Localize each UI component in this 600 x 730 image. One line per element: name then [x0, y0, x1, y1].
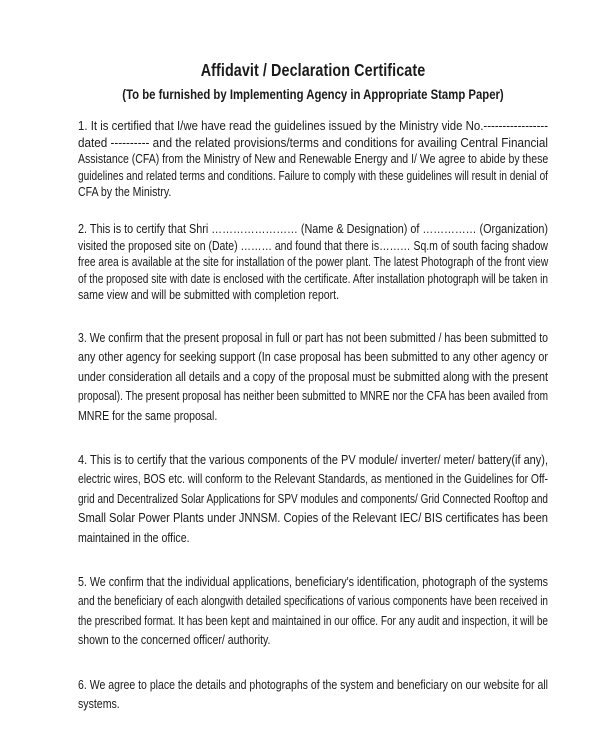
- text-line: 1. It is certified that I/we have read the guidelines issued by the Ministry vide No.-----------------: [78, 119, 548, 133]
- text-line: proposal). The present proposal has neither been submitted to MNRE nor the CFA has been availed from: [78, 389, 548, 404]
- text-line: any other agency for seeking support (In case proposal has been submitted to any other agency or: [78, 350, 548, 365]
- text-line: visited the proposed site on (Date) ……… and found that there is……… Sq.m of south facing shadow: [78, 238, 548, 253]
- document-subtitle: (To be furnished by Implementing Agency in Appropriate Stamp Paper): [122, 87, 504, 102]
- document-title: Affidavit / Declaration Certificate: [200, 60, 426, 80]
- text-line: free area is available at the site for installation of the power plant. The latest Photograph of the front view: [78, 255, 549, 270]
- text-line: electric wires, BOS etc. will conform to the Relevant Standards, as mentioned in the Guidelines for Off-: [78, 472, 548, 487]
- paragraph-3: [78, 329, 548, 426]
- text-line: CFA by the Ministry.: [78, 185, 172, 200]
- document-body: [78, 118, 548, 714]
- paragraph-5: [78, 573, 548, 651]
- text-line: 4. This is to certify that the various components of the PV module/ inverter/ meter/ battery(if any),: [78, 452, 548, 467]
- text-line: guidelines and related terms and conditions. Failure to comply with these guidelines will result in denial of: [78, 168, 548, 183]
- text-line: systems.: [78, 697, 120, 712]
- text-line: dated ---------- and the related provisions/terms and conditions for availing Central Financial: [78, 135, 548, 150]
- text-line: 3. We confirm that the present proposal in full or part has not been submitted / has been submitted to: [78, 330, 548, 345]
- text-line: under consideration all details and a copy of the proposal must be submitted along with the present: [78, 369, 548, 384]
- text-line: maintained in the office.: [78, 530, 190, 545]
- paragraph-4: [78, 451, 548, 548]
- text-line: of the proposed site with date is enclosed with the certificate. After installation photograph will be taken in: [78, 271, 548, 286]
- paragraph-1: [78, 118, 548, 201]
- text-line: the prescribed format. It has been kept and maintained in our office. For any audit and inspection, it will be: [78, 613, 548, 628]
- paragraph-2: [78, 221, 548, 304]
- text-line: grid and Decentralized Solar Applications for SPV modules and components/ Grid Connected Rooftop and: [78, 491, 548, 506]
- text-line: same view and will be submitted with completion report.: [78, 288, 340, 303]
- text-line: and the beneficiary of each alongwith detailed specifications of various components have been received in: [78, 594, 548, 609]
- text-line: Assistance (CFA) from the Ministry of New and Renewable Energy and I/ We agree to abide by these: [78, 152, 549, 167]
- text-line: shown to the concerned officer/ authority.: [78, 633, 271, 648]
- paragraph-6: [78, 676, 548, 715]
- text-line: MNRE for the same proposal.: [78, 408, 218, 423]
- text-line: 5. We confirm that the individual applications, beneficiary's identification, photograph of the systems: [78, 575, 548, 589]
- text-line: 2. This is to certify that Shri …………………… (Name & Designation) of …………… (Organization): [78, 221, 549, 236]
- text-line: 6. We agree to place the details and photographs of the system and beneficiary on our website for all: [78, 677, 548, 692]
- text-line: Small Solar Power Plants under JNNSM. Copies of the Relevant IEC/ BIS certificates has been: [78, 511, 548, 526]
